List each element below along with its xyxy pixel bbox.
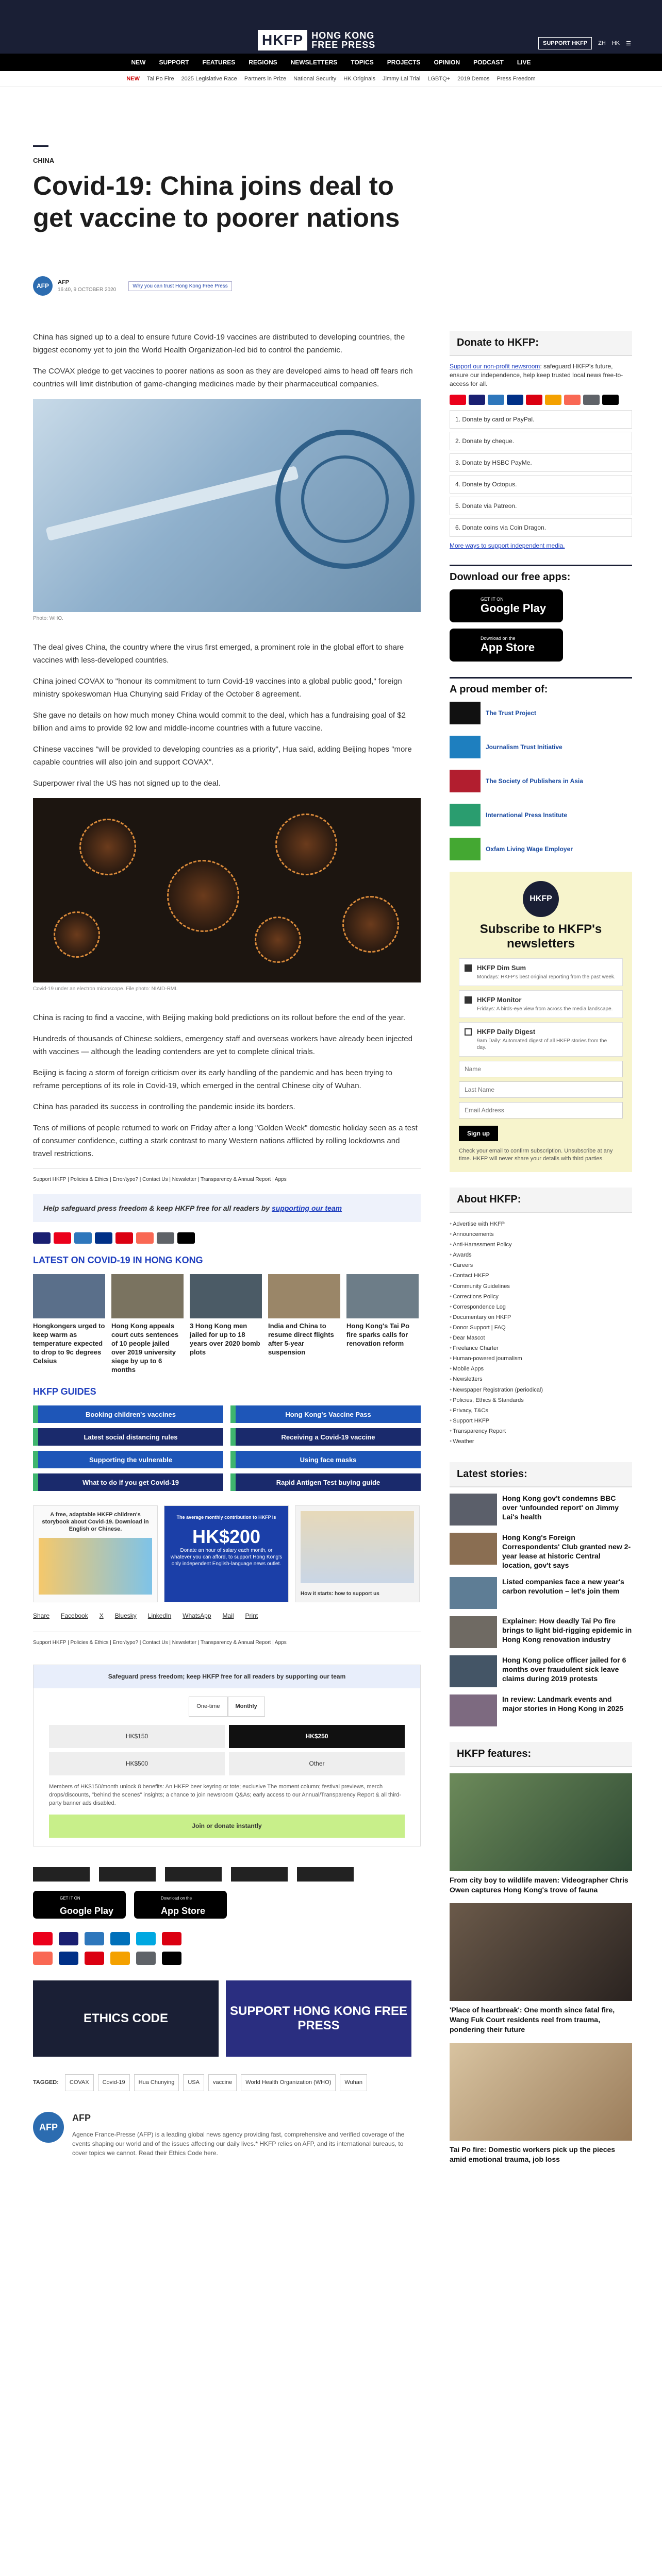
list-item[interactable]: India and China to resume direct flights after 5-year suspension <box>268 1274 340 1374</box>
nav-opinion[interactable]: OPINION <box>434 59 460 66</box>
storybook-promo[interactable] <box>33 1505 158 1602</box>
gpay-icon <box>136 1952 156 1965</box>
support-hkfp-button[interactable]: SUPPORT HKFP <box>538 37 592 49</box>
one-time-tab[interactable]: One-time <box>189 1697 227 1717</box>
google-play-badge[interactable]: GET IT ON Google Play <box>450 589 563 622</box>
patreon-icon <box>136 1232 154 1244</box>
article-body <box>33 331 421 2158</box>
membership-note: Members of HK$150/month unlock 8 benefits: An HKFP beer keyring or tote; exclusive The moment column; festival previews, merch drops/discounts, "behind the scenes" insights; a chance to join newsroom Q&As; early access to our Annual/Transparency Report & all third-party banner ads disabled. <box>49 1784 402 1806</box>
payme-icon <box>85 1952 104 1965</box>
newsletter-signup <box>450 872 632 1172</box>
about-link[interactable]: ● Correspondence Log <box>450 1302 632 1312</box>
nav-live[interactable]: LIVE <box>517 59 531 66</box>
amount-options <box>34 1725 420 1775</box>
thumbnail <box>450 1773 632 1871</box>
patreon-icon <box>564 395 581 405</box>
google-play-badge[interactable]: GET IT ON Google Play <box>33 1891 126 1919</box>
byline <box>33 276 232 296</box>
tags-label: TAGGED: <box>33 2079 59 2086</box>
paragraph: China has signed up to a deal to ensure future Covid-19 vaccines are distributed to developing countries, the biggest economy yet to join the World Health Organization-led bid to control the pandemic. <box>33 333 405 354</box>
thumbnail <box>450 1903 632 2001</box>
donate-option-card[interactable]: 1. Donate by card or PayPal. <box>450 410 632 429</box>
about-link[interactable]: ● Privacy, T&Cs <box>450 1405 632 1416</box>
support-team-link[interactable]: supporting our team <box>271 1204 342 1212</box>
mastercard-icon <box>33 1932 53 1945</box>
monthly-tab[interactable]: Monthly <box>228 1697 265 1717</box>
about-link[interactable]: ● Contact HKFP <box>450 1270 632 1281</box>
donate-widget <box>33 1665 421 1846</box>
features-heading: HKFP features: <box>450 1742 632 1767</box>
about-link[interactable]: ● Careers <box>450 1260 632 1270</box>
octopus-icon <box>545 395 561 405</box>
payment-logos-grid <box>33 1932 421 1965</box>
applepay-icon <box>162 1952 181 1965</box>
applepay-icon <box>602 395 619 405</box>
list-item[interactable]: Hong Kong's Tai Po fire sparks calls for renovation reform <box>346 1274 419 1374</box>
subnav-hk-originals[interactable]: HK Originals <box>343 75 376 82</box>
share-bluesky-button[interactable]: Bluesky <box>114 1612 137 1619</box>
mastercard-icon <box>450 395 466 405</box>
guides-grid <box>33 1405 421 1491</box>
paypal-icon <box>95 1232 112 1244</box>
guides-heading: HKFP GUIDES <box>33 1386 96 1397</box>
donate-option-patreon[interactable]: 5. Donate via Patreon. <box>450 497 632 515</box>
amex-icon <box>85 1932 104 1945</box>
app-store-badge[interactable]: Download on the App Store <box>134 1891 227 1919</box>
checkbox-checked[interactable] <box>465 996 472 1004</box>
who-vaccine-photo <box>33 399 421 612</box>
sub-nav <box>0 71 662 87</box>
contribution-promo[interactable] <box>164 1505 289 1602</box>
thumbnail <box>450 1494 497 1526</box>
checkbox-checked[interactable] <box>465 964 472 972</box>
thumbnail <box>450 1655 497 1687</box>
list-item[interactable]: Hong Kong police officer jailed for 6 months over fraudulent sick leave claims during 2019 protests <box>450 1655 632 1687</box>
guide-link[interactable]: Booking children's vaccines <box>33 1405 223 1423</box>
tag[interactable]: USA <box>183 2074 204 2091</box>
guide-link[interactable]: Supporting the vulnerable <box>33 1451 223 1468</box>
section-rule <box>33 145 48 147</box>
list-item[interactable]: Explainer: How deadly Tai Po fire brings to light bid-rigging epidemic in Hong Kong renovation industry <box>450 1616 632 1648</box>
about-link[interactable]: ● Dear Mascot <box>450 1333 632 1343</box>
why-trust-link[interactable]: Why you can trust Hong Kong Free Press <box>128 281 232 291</box>
photo-virus-particle <box>54 911 100 958</box>
subnav-lgbtq[interactable]: LGBTQ+ <box>427 75 451 82</box>
member-oxfam[interactable]: Oxfam Living Wage Employer <box>450 838 632 860</box>
donate-widget-title: Safeguard press freedom; keep HKFP free for all readers by supporting our team <box>34 1665 420 1688</box>
subnav-jimmy-lai-trial[interactable]: Jimmy Lai Trial <box>383 75 421 82</box>
paragraph: Hundreds of thousands of Chinese soldiers, emergency staff and overseas workers have already been injected with vaccines — although the leading contenders are yet to complete clinical trials. <box>33 1035 412 1056</box>
sidebar <box>450 331 632 2173</box>
author-bio: Agence France-Presse (AFP) is a leading global news agency providing fast, comprehensive and verified coverage of the events shaping our world and of the issues affecting our daily lives.* HKFP relies on AFP, and its international bureaus, to cover topics we cannot. Read their Ethics Code here. <box>72 2131 405 2157</box>
apps-heading: Download our free apps: <box>450 565 632 583</box>
gpay-icon <box>157 1232 174 1244</box>
tag[interactable]: vaccine <box>208 2074 237 2091</box>
tag[interactable]: Wuhan <box>340 2074 367 2091</box>
thumbnail <box>111 1274 184 1318</box>
about-link[interactable]: ● Corrections Policy <box>450 1292 632 1302</box>
subnav-tai-po-fire[interactable]: Tai Po Fire <box>146 75 174 82</box>
newsletter-fine-print: Check your email to confirm subscription. Unsubscribe at any time. HKFP will never share your details with third parties. <box>459 1148 613 1162</box>
author-box <box>33 2112 421 2158</box>
octopus-icon <box>110 1952 130 1965</box>
more-ways-link[interactable]: More ways to support independent media. <box>450 542 565 549</box>
how-support-promo[interactable] <box>295 1505 420 1602</box>
thumbnail <box>346 1274 419 1318</box>
amex-icon <box>74 1232 92 1244</box>
paragraph: China is racing to find a vaccine, with Beijing making bold predictions on its rollout before the end of the year. <box>33 1013 406 1022</box>
guide-link[interactable]: Rapid Antigen Test buying guide <box>230 1473 421 1491</box>
amount-option[interactable]: HK$500 <box>49 1752 225 1775</box>
member-badges-row <box>33 1867 421 1882</box>
paragraph: Superpower rival the US has not signed up to the deal. <box>33 779 221 788</box>
patreon-icon <box>33 1952 53 1965</box>
photo-caption: Photo: WHO. <box>33 616 63 621</box>
join-donate-button[interactable]: Join or donate instantly <box>49 1815 405 1838</box>
tag[interactable]: Hua Chunying <box>134 2074 179 2091</box>
list-item[interactable]: Hong Kong gov't condemns BBC over 'unfounded report' on Jimmy Lai's health <box>450 1494 632 1526</box>
sopa-logo <box>450 770 481 792</box>
about-link[interactable]: ● Awards <box>450 1250 632 1260</box>
guide-link[interactable]: What to do if you get Covid-19 <box>33 1473 223 1491</box>
thumbnail <box>268 1274 340 1318</box>
contribution-amount: HK$200 <box>192 1526 261 1547</box>
page-title: Covid-19: China joins deal to get vaccine to poorer nations <box>33 171 400 232</box>
about-link[interactable]: ● Community Guidelines <box>450 1281 632 1292</box>
guide-link[interactable]: Using face masks <box>230 1451 421 1468</box>
tag[interactable]: COVAX <box>65 2074 94 2091</box>
paragraph: Beijing is facing a storm of foreign criticism over its early handling of the pandemic and has been trying to reframe perceptions of its role in Covid-19, which emerged in the central Chinese city of Wuhan. <box>33 1069 393 1090</box>
about-link[interactable]: ● Advertise with HKFP <box>450 1219 632 1229</box>
photo-who-emblem-inner <box>301 455 389 543</box>
visa-icon <box>33 1232 51 1244</box>
jcb-icon <box>136 1932 156 1945</box>
thumbnail <box>450 1694 497 1726</box>
byline-date: 16:40, 9 OCTOBER 2020 <box>58 287 117 293</box>
masthead <box>0 0 662 54</box>
promo-row <box>33 1505 421 1602</box>
support-newsroom-link[interactable]: Support our non-profit newsroom <box>450 363 540 370</box>
subnav-new-badge: NEW <box>126 75 140 82</box>
paragraph: China joined COVAX to "honour its commitment to turn Covid-19 vaccines into a global public good," foreign ministry spokeswoman Hua Chunying said Friday of the October 8 agreement. <box>33 677 402 699</box>
section-label[interactable]: CHINA <box>33 157 55 164</box>
nav-features[interactable]: FEATURES <box>202 59 236 66</box>
share-x-button[interactable]: X <box>99 1612 104 1619</box>
feature-item[interactable]: 'Place of heartbreak': One month since fatal fire, Wang Fuk Court residents reel from trauma, pondering their future <box>450 1903 632 2035</box>
header-actions <box>538 37 631 49</box>
feature-item[interactable]: From city boy to wildlife maven: Videographer Chris Owen captures Hong Kong's trove of fauna <box>450 1773 632 1895</box>
tag-list <box>33 2074 421 2091</box>
share-bar <box>33 1609 421 1622</box>
member-trust-project[interactable]: The Trust Project <box>450 702 632 724</box>
footer-banners <box>33 1980 421 2057</box>
sopa-logo[interactable] <box>165 1867 222 1882</box>
share-mail-button[interactable]: Mail <box>222 1612 234 1619</box>
subnav-press-freedom[interactable]: Press Freedom <box>496 75 536 82</box>
mastercard-icon <box>54 1232 71 1244</box>
about-link[interactable]: ● Support HKFP <box>450 1416 632 1426</box>
support-links-bar[interactable]: Support HKFP | Policies & Ethics | Error/typo? | Contact Us | Newsletter | Transparency & Annual Report | Apps <box>33 1168 421 1186</box>
nav-topics[interactable]: TOPICS <box>351 59 374 66</box>
payment-methods <box>33 1232 421 1244</box>
thumbnail <box>450 2043 632 2141</box>
paragraph: Chinese vaccines "will be provided to developing countries as a priority", Hua said, adding Beijing hopes "more capable countries will also join and support COVAX". <box>33 745 412 767</box>
guide-link[interactable]: Receiving a Covid-19 vaccine <box>230 1428 421 1446</box>
how-support-title: How it starts: how to support us <box>301 1591 379 1597</box>
photo-caption: Covid-19 under an electron microscope. File photo: NIAID-RML <box>33 986 178 992</box>
donate-option-payme[interactable]: 3. Donate by HSBC PayMe. <box>450 453 632 472</box>
nav-projects[interactable]: PROJECTS <box>387 59 421 66</box>
menu-icon[interactable]: ☰ <box>626 40 631 47</box>
support-hkfp-banner[interactable]: SUPPORT HONG KONG FREE PRESS <box>226 1980 411 2057</box>
author-name[interactable]: AFP <box>72 2113 91 2123</box>
amount-option-selected[interactable]: HK$250 <box>229 1725 405 1748</box>
how-support-illustration <box>301 1511 414 1583</box>
ipi-logo[interactable] <box>231 1867 288 1882</box>
paragraph: The deal gives China, the country where the virus first emerged, a prominent role in the global effort to share vaccines with less-developed countries. <box>33 643 404 665</box>
ipi-logo <box>450 804 481 826</box>
storybook-illustration <box>39 1538 152 1595</box>
language-zh[interactable]: ZH <box>598 40 606 46</box>
nav-new[interactable]: NEW <box>131 59 146 66</box>
contribution-promo-title: The average monthly contribution to HKFP is <box>176 1515 276 1520</box>
about-link[interactable]: ● Human-powered journalism <box>450 1353 632 1364</box>
feature-item[interactable]: Tai Po fire: Domestic workers pick up the pieces amid emotional trauma, job loss <box>450 2043 632 2164</box>
hsbc-icon <box>162 1932 181 1945</box>
share-linkedin-button[interactable]: LinkedIn <box>147 1612 172 1619</box>
about-link[interactable]: ● Weather <box>450 1436 632 1447</box>
about-link[interactable]: ● Anti-Harassment Policy <box>450 1240 632 1250</box>
help-text: Help safeguard press freedom & keep HKFP free for all readers by <box>43 1204 270 1212</box>
visa-icon <box>59 1932 78 1945</box>
site-logo[interactable] <box>258 30 375 50</box>
tag[interactable]: Covid-19 <box>98 2074 130 2091</box>
trust-project-logo <box>450 702 481 724</box>
member-sopa[interactable]: The Society of Publishers in Asia <box>450 770 632 792</box>
latest-covid-heading: LATEST ON COVID-19 IN HONG KONG <box>33 1255 203 1265</box>
nav-newsletters[interactable]: NEWSLETTERS <box>290 59 338 66</box>
byline-author[interactable]: AFP <box>58 279 69 285</box>
share-facebook-button[interactable]: Facebook <box>61 1612 88 1619</box>
list-item[interactable]: Hong Kong appeals court cuts sentences of 10 people jailed over 2019 university siege by up to 6 months <box>111 1274 184 1374</box>
signup-button[interactable]: Sign up <box>459 1126 498 1141</box>
photo-virus-particle <box>79 819 136 875</box>
photo-virus-particle <box>167 860 239 932</box>
photo-syringe-shape <box>45 466 299 541</box>
member-ipi[interactable]: International Press Institute <box>450 804 632 826</box>
about-heading: About HKFP: <box>450 1188 632 1213</box>
paypal-icon <box>59 1952 78 1965</box>
photo-virus-particle <box>275 814 337 875</box>
list-item[interactable]: Hong Kong's Foreign Correspondents' Club granted new 2-year lease at historic Central location, gov't says <box>450 1533 632 1570</box>
about-link[interactable]: ● Donor Support | FAQ <box>450 1323 632 1333</box>
latest-covid-list <box>33 1274 421 1374</box>
paragraph: She gave no details on how much money China would commit to the deal, which has a fundraising goal of $2 billion and aims to provide 92 low and middle-income countries with a future vaccine. <box>33 711 406 733</box>
subnav-legislative-race[interactable]: 2025 Legislative Race <box>181 75 237 82</box>
donate-option-coin-dragon[interactable]: 6. Donate coins via Coin Dragon. <box>450 518 632 537</box>
subnav-national-security[interactable]: National Security <box>293 75 337 82</box>
paypal-icon <box>507 395 523 405</box>
about-links <box>450 1219 632 1447</box>
frequency-toggle <box>34 1697 420 1717</box>
nav-podcast[interactable]: PODCAST <box>473 59 504 66</box>
about-link[interactable]: ● Documentary on HKFP <box>450 1312 632 1323</box>
photo-virus-particle <box>342 896 399 953</box>
oxfam-logo[interactable] <box>297 1867 354 1882</box>
gpay-icon <box>583 395 600 405</box>
donate-option-octopus[interactable]: 4. Donate by Octopus. <box>450 475 632 494</box>
logo-text: HONG KONG FREE PRESS <box>311 30 376 50</box>
logo-mark: HKFP <box>258 30 307 50</box>
share-whatsapp-button[interactable]: WhatsApp <box>183 1612 211 1619</box>
about-link[interactable]: ● Freelance Charter <box>450 1343 632 1353</box>
latest-stories-heading: Latest stories: <box>450 1462 632 1487</box>
paragraph: The COVAX pledge to get vaccines to poorer nations as soon as they are developed aims to head off fears rich countries will limit distribution of game-changing medicines made by their pharmaceutical companies. <box>33 367 413 388</box>
first-name-field[interactable] <box>459 1061 623 1077</box>
member-heading: A proud member of: <box>450 677 632 696</box>
newsletter-option-monitor[interactable]: HKFP Monitor Fridays: A birds-eye view from across the media landscape. <box>459 990 623 1018</box>
share-label: Share <box>33 1612 50 1619</box>
about-link[interactable]: ● Transparency Report <box>450 1426 632 1436</box>
thumbnail <box>190 1274 262 1318</box>
language-hk[interactable]: HK <box>611 40 620 46</box>
email-field[interactable] <box>459 1102 623 1118</box>
newsletter-option-dim-sum[interactable]: HKFP Dim Sum Mondays: HKFP's best original reporting from the past week. <box>459 958 623 986</box>
payme-icon <box>526 395 542 405</box>
thumbnail <box>450 1577 497 1609</box>
nav-support[interactable]: SUPPORT <box>159 59 189 66</box>
paragraph: China has paraded its success in controlling the pandemic inside its borders. <box>33 1103 295 1111</box>
contribution-text: Donate an hour of salary each month, or whatever you can afford, to support Hong Kong's only independent English-language news outlet. <box>170 1548 283 1567</box>
tag[interactable]: World Health Organization (WHO) <box>241 2074 336 2091</box>
guide-link[interactable]: Latest social distancing rules <box>33 1428 223 1446</box>
list-item[interactable]: In review: Landmark events and major stories in Hong Kong in 2025 <box>450 1694 632 1726</box>
newsletter-title: Subscribe to HKFP's newsletters <box>479 922 602 951</box>
last-name-field[interactable] <box>459 1081 623 1098</box>
visa-icon <box>469 395 485 405</box>
list-item[interactable]: Listed companies face a new year's carbon revolution – let's join them <box>450 1577 632 1609</box>
trust-project-logo[interactable] <box>33 1867 90 1882</box>
newsletter-option-daily-digest[interactable]: HKFP Daily Digest 9am Daily: Automated digest of all HKFP stories from the day. <box>459 1022 623 1057</box>
newsletter-logo: HKFP <box>523 881 559 917</box>
amount-option[interactable]: Other <box>229 1752 405 1775</box>
sidebar-payment-icons <box>450 395 632 405</box>
about-link[interactable]: ● Newsletters <box>450 1374 632 1384</box>
author-avatar[interactable]: AFP <box>33 2112 64 2143</box>
nav-regions[interactable]: REGIONS <box>249 59 277 66</box>
support-links-bar[interactable]: Support HKFP | Policies & Ethics | Error/typo? | Contact Us | Newsletter | Transparency & Annual Report | Apps <box>33 1632 421 1649</box>
app-store-badge[interactable]: Download on the App Store <box>450 629 563 662</box>
about-link[interactable]: ● Policies, Ethics & Standards <box>450 1395 632 1405</box>
about-link[interactable]: ● Announcements <box>450 1229 632 1240</box>
payme-icon <box>115 1232 133 1244</box>
subnav-partners-prize[interactable]: Partners in Prize <box>244 75 287 82</box>
covid-microscope-photo <box>33 798 421 982</box>
main-nav <box>0 54 662 71</box>
thumbnail <box>450 1533 497 1565</box>
thumbnail <box>450 1616 497 1648</box>
ethics-code-banner[interactable]: ETHICS CODE <box>33 1980 219 2057</box>
thumbnail <box>33 1274 105 1318</box>
share-print-button[interactable]: Print <box>245 1612 258 1619</box>
help-safeguard-box <box>33 1194 421 1222</box>
oxfam-logo <box>450 838 481 860</box>
donate-heading: Donate to HKFP: <box>450 331 632 356</box>
applepay-icon <box>177 1232 195 1244</box>
about-link[interactable]: ● Newspaper Registration (periodical) <box>450 1385 632 1395</box>
paragraph: Tens of millions of people returned to work on Friday after a long "Golden Week" domestic holiday seen as a test of consumer confidence, cutting a stark contrast to many Western nations afflicted by rolling lockdowns and travel restrictions. <box>33 1124 418 1158</box>
list-item[interactable]: Hongkongers urged to keep warm as temperature expected to drop to 9c degrees Celsius <box>33 1274 105 1374</box>
jti-logo[interactable] <box>99 1867 156 1882</box>
about-link[interactable]: ● Mobile Apps <box>450 1364 632 1374</box>
amex-icon <box>488 395 504 405</box>
jti-logo <box>450 736 481 758</box>
unionpay-icon <box>110 1932 130 1945</box>
list-item[interactable]: 3 Hong Kong men jailed for up to 18 years over 2020 bomb plots <box>190 1274 262 1374</box>
subnav-2019-demos[interactable]: 2019 Demos <box>457 75 490 82</box>
storybook-promo-title: A free, adaptable HKFP children's storybook about Covid-19. Download in English or Chinese. <box>42 1512 149 1532</box>
photo-virus-particle <box>255 917 301 963</box>
app-badges <box>33 1891 421 1919</box>
guide-link[interactable]: Hong Kong's Vaccine Pass <box>230 1405 421 1423</box>
donate-option-cheque[interactable]: 2. Donate by cheque. <box>450 432 632 450</box>
donate-intro: Support our non-profit newsroom: safeguard HKFP's future, ensure our independence, help keep trusted local news free-to-access for all. <box>450 363 623 387</box>
author-avatar[interactable]: AFP <box>33 276 53 296</box>
amount-option[interactable]: HK$150 <box>49 1725 225 1748</box>
checkbox-unchecked[interactable] <box>465 1028 472 1036</box>
member-jti[interactable]: Journalism Trust Initiative <box>450 736 632 758</box>
